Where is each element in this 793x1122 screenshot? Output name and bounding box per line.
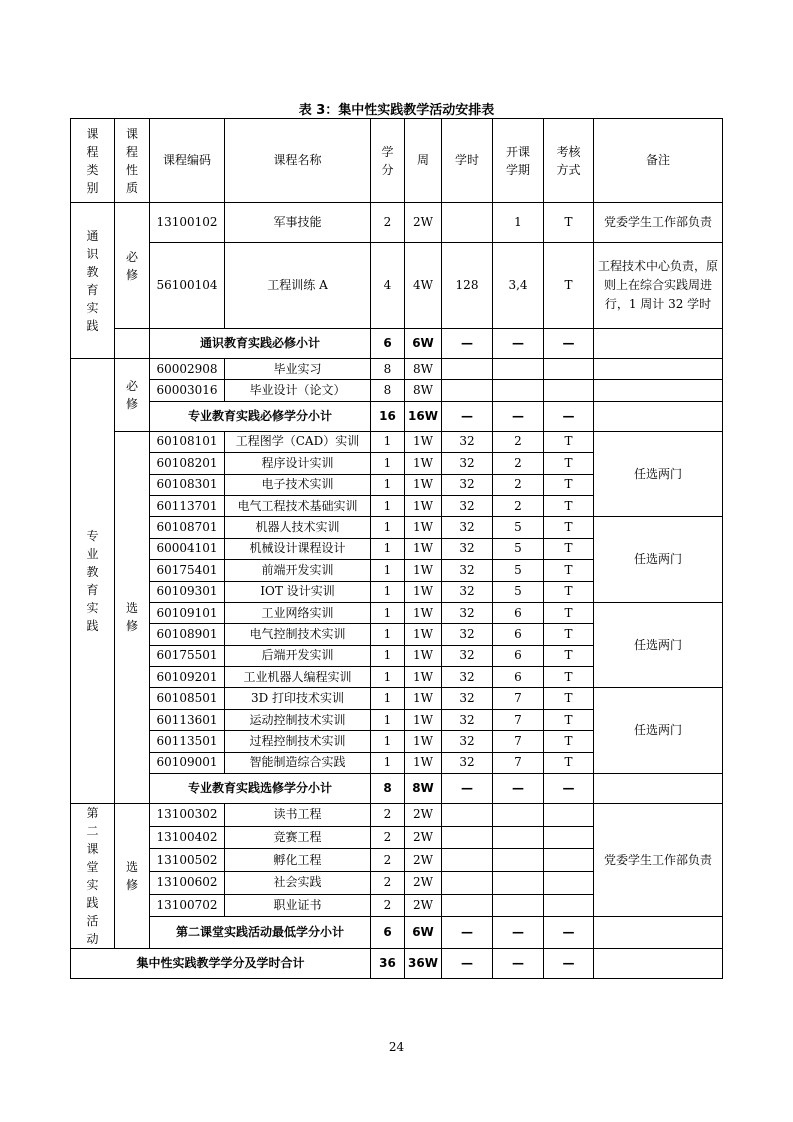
- subtotal-term: —: [493, 401, 544, 431]
- course-code: 60109101: [150, 602, 225, 623]
- course-name: 工程训练 A: [225, 243, 371, 329]
- subtotal-term: —: [493, 917, 544, 949]
- course-term: [493, 380, 544, 401]
- course-name: 智能制造综合实践: [225, 752, 371, 773]
- course-name: 工业网络实训: [225, 602, 371, 623]
- subtotal-week: 6W: [405, 917, 442, 949]
- course-code: 13100702: [150, 894, 225, 917]
- course-credit: 2: [371, 871, 405, 894]
- course-assess: T: [544, 688, 594, 709]
- course-name: 机器人技术实训: [225, 517, 371, 538]
- course-note: 工程技术中心负责，原则上在综合实践周进行，1 周计 32 学时: [594, 243, 723, 329]
- course-assess: T: [544, 731, 594, 752]
- course-term: 6: [493, 667, 544, 688]
- course-assess: T: [544, 495, 594, 516]
- course-week: 1W: [405, 731, 442, 752]
- course-code: 60109301: [150, 581, 225, 602]
- course-hours: 32: [442, 709, 493, 730]
- course-week: 2W: [405, 871, 442, 894]
- header-cell-week: 周: [405, 119, 442, 203]
- course-assess: T: [544, 709, 594, 730]
- header-cell-name: 课程名称: [225, 119, 371, 203]
- table-row: [71, 917, 723, 949]
- course-code: 60175401: [150, 560, 225, 581]
- course-hours: [442, 380, 493, 401]
- course-week: 1W: [405, 752, 442, 773]
- course-credit: 1: [371, 602, 405, 623]
- subtotal-assess: —: [544, 401, 594, 431]
- course-hours: [442, 849, 493, 872]
- course-hours: 32: [442, 495, 493, 516]
- subtotal-week: 8W: [405, 774, 442, 804]
- subtotal-assess: —: [544, 329, 594, 359]
- course-assess: [544, 826, 594, 849]
- course-name: 前端开发实训: [225, 560, 371, 581]
- course-hours: 32: [442, 752, 493, 773]
- course-hours: 32: [442, 453, 493, 474]
- course-name: 读书工程: [225, 804, 371, 827]
- course-assess: T: [544, 538, 594, 559]
- course-hours: [442, 871, 493, 894]
- subtotal-week: 16W: [405, 401, 442, 431]
- course-week: 8W: [405, 380, 442, 401]
- course-code: 60113501: [150, 731, 225, 752]
- course-code: 60109001: [150, 752, 225, 773]
- course-term: 7: [493, 731, 544, 752]
- total-assess: —: [544, 949, 594, 979]
- course-credit: 1: [371, 667, 405, 688]
- course-code: 13100502: [150, 849, 225, 872]
- course-week: 1W: [405, 688, 442, 709]
- course-name: 过程控制技术实训: [225, 731, 371, 752]
- subtotal-note: [594, 401, 723, 431]
- table-row: [71, 243, 723, 329]
- course-hours: 32: [442, 474, 493, 495]
- course-code: 60113601: [150, 709, 225, 730]
- course-credit: 1: [371, 517, 405, 538]
- course-hours: [442, 826, 493, 849]
- course-week: 1W: [405, 474, 442, 495]
- course-week: 1W: [405, 581, 442, 602]
- course-code: 60108201: [150, 453, 225, 474]
- course-term: 2: [493, 495, 544, 516]
- course-hours: [442, 203, 493, 243]
- empty-cell: [115, 329, 150, 359]
- table-row: [71, 602, 723, 623]
- subtotal-label: 专业教育实践选修学分小计: [150, 774, 371, 804]
- course-credit: 1: [371, 688, 405, 709]
- course-week: 1W: [405, 602, 442, 623]
- course-term: [493, 871, 544, 894]
- course-term: 1: [493, 203, 544, 243]
- header-cell-term: 开课学期: [493, 119, 544, 203]
- subtotal-assess: —: [544, 917, 594, 949]
- course-assess: T: [544, 243, 594, 329]
- course-name: 职业证书: [225, 894, 371, 917]
- course-credit: 1: [371, 495, 405, 516]
- course-week: 1W: [405, 538, 442, 559]
- nature-cell: 选修: [115, 431, 150, 803]
- course-code: 60003016: [150, 380, 225, 401]
- subtotal-credit: 6: [371, 917, 405, 949]
- course-term: 7: [493, 752, 544, 773]
- course-term: [493, 849, 544, 872]
- table-row: [71, 949, 723, 979]
- course-term: 5: [493, 581, 544, 602]
- course-week: 2W: [405, 894, 442, 917]
- group-note: 任选两门: [594, 688, 723, 774]
- course-assess: [544, 380, 594, 401]
- course-name: 3D 打印技术实训: [225, 688, 371, 709]
- course-credit: 2: [371, 894, 405, 917]
- course-code: 13100402: [150, 826, 225, 849]
- course-term: 5: [493, 560, 544, 581]
- course-hours: [442, 804, 493, 827]
- course-week: 8W: [405, 359, 442, 380]
- header-cell-hours: 学时: [442, 119, 493, 203]
- course-code: 60175501: [150, 645, 225, 666]
- course-term: 3,4: [493, 243, 544, 329]
- course-term: 2: [493, 453, 544, 474]
- course-hours: 128: [442, 243, 493, 329]
- course-credit: 8: [371, 359, 405, 380]
- course-code: 60004101: [150, 538, 225, 559]
- course-term: 2: [493, 431, 544, 452]
- course-assess: T: [544, 752, 594, 773]
- course-term: [493, 359, 544, 380]
- header-cell-code: 课程编码: [150, 119, 225, 203]
- course-hours: 32: [442, 560, 493, 581]
- course-note: [594, 359, 723, 380]
- course-name: IOT 设计实训: [225, 581, 371, 602]
- header-cell-credit: 学分: [371, 119, 405, 203]
- course-assess: T: [544, 474, 594, 495]
- course-assess: T: [544, 203, 594, 243]
- subtotal-week: 6W: [405, 329, 442, 359]
- course-hours: 32: [442, 688, 493, 709]
- page-number: 24: [388, 1040, 405, 1054]
- table-row: [71, 203, 723, 243]
- course-code: 13100302: [150, 804, 225, 827]
- course-name: 竞赛工程: [225, 826, 371, 849]
- category-cell: 通识教育实践: [71, 203, 115, 359]
- course-code: 60108901: [150, 624, 225, 645]
- course-term: [493, 804, 544, 827]
- practice-schedule-table: [70, 118, 723, 979]
- course-assess: T: [544, 624, 594, 645]
- course-assess: T: [544, 581, 594, 602]
- course-name: 电子技术实训: [225, 474, 371, 495]
- course-name: 毕业设计（论文）: [225, 380, 371, 401]
- table-row: [71, 359, 723, 380]
- table-row: [71, 431, 723, 452]
- course-term: 7: [493, 688, 544, 709]
- course-hours: 32: [442, 517, 493, 538]
- course-note: [594, 380, 723, 401]
- course-code: 13100102: [150, 203, 225, 243]
- course-term: 5: [493, 517, 544, 538]
- course-name: 电气控制技术实训: [225, 624, 371, 645]
- course-credit: 1: [371, 560, 405, 581]
- course-name: 工程图学（CAD）实训: [225, 431, 371, 452]
- course-hours: 32: [442, 731, 493, 752]
- course-code: 60108501: [150, 688, 225, 709]
- course-code: 60113701: [150, 495, 225, 516]
- subtotal-assess: —: [544, 774, 594, 804]
- course-hours: 32: [442, 645, 493, 666]
- subtotal-term: —: [493, 774, 544, 804]
- course-code: 60109201: [150, 667, 225, 688]
- course-credit: 1: [371, 581, 405, 602]
- group-note: 任选两门: [594, 517, 723, 603]
- course-credit: 2: [371, 826, 405, 849]
- course-name: 运动控制技术实训: [225, 709, 371, 730]
- subtotal-credit: 16: [371, 401, 405, 431]
- course-assess: T: [544, 560, 594, 581]
- subtotal-term: —: [493, 329, 544, 359]
- course-hours: 32: [442, 624, 493, 645]
- table-caption: 表 3：集中性实践教学活动安排表: [298, 103, 495, 118]
- course-week: 2W: [405, 826, 442, 849]
- table-row: [71, 329, 723, 359]
- course-term: [493, 894, 544, 917]
- course-week: 1W: [405, 517, 442, 538]
- course-assess: T: [544, 645, 594, 666]
- group-note: 任选两门: [594, 602, 723, 688]
- course-credit: 1: [371, 752, 405, 773]
- course-code: 60002908: [150, 359, 225, 380]
- course-hours: [442, 359, 493, 380]
- course-hours: [442, 894, 493, 917]
- subtotal-hours: —: [442, 917, 493, 949]
- subtotal-hours: —: [442, 329, 493, 359]
- course-assess: T: [544, 667, 594, 688]
- header-cell-category: 课程类别: [71, 119, 115, 203]
- total-term: —: [493, 949, 544, 979]
- table-row: [71, 774, 723, 804]
- subtotal-note: [594, 917, 723, 949]
- course-credit: 2: [371, 203, 405, 243]
- subtotal-credit: 8: [371, 774, 405, 804]
- course-name: 程序设计实训: [225, 453, 371, 474]
- course-week: 1W: [405, 431, 442, 452]
- table-row: [71, 380, 723, 401]
- subtotal-label: 第二课堂实践活动最低学分小计: [150, 917, 371, 949]
- course-code: 60108301: [150, 474, 225, 495]
- course-credit: 1: [371, 474, 405, 495]
- course-hours: 32: [442, 581, 493, 602]
- table-row: [71, 401, 723, 431]
- course-week: 2W: [405, 203, 442, 243]
- course-credit: 2: [371, 849, 405, 872]
- total-week: 36W: [405, 949, 442, 979]
- course-assess: [544, 894, 594, 917]
- subtotal-credit: 6: [371, 329, 405, 359]
- header-cell-note: 备注: [594, 119, 723, 203]
- course-week: 2W: [405, 849, 442, 872]
- total-note: [594, 949, 723, 979]
- course-hours: 32: [442, 431, 493, 452]
- course-name: 后端开发实训: [225, 645, 371, 666]
- course-credit: 1: [371, 709, 405, 730]
- course-credit: 1: [371, 431, 405, 452]
- course-credit: 4: [371, 243, 405, 329]
- course-name: 电气工程技术基础实训: [225, 495, 371, 516]
- course-code: 60108701: [150, 517, 225, 538]
- table-row: [71, 517, 723, 538]
- nature-cell: 选修: [115, 804, 150, 949]
- course-code: 13100602: [150, 871, 225, 894]
- course-assess: [544, 804, 594, 827]
- total-label: 集中性实践教学学分及学时合计: [71, 949, 371, 979]
- course-week: 1W: [405, 495, 442, 516]
- table-row: [71, 688, 723, 709]
- table-row: [71, 804, 723, 827]
- subtotal-label: 专业教育实践必修学分小计: [150, 401, 371, 431]
- course-assess: [544, 359, 594, 380]
- course-hours: 32: [442, 602, 493, 623]
- nature-cell: 必修: [115, 203, 150, 329]
- course-week: 1W: [405, 667, 442, 688]
- course-name: 孵化工程: [225, 849, 371, 872]
- nature-cell: 必修: [115, 359, 150, 432]
- course-week: 4W: [405, 243, 442, 329]
- course-name: 机械设计课程设计: [225, 538, 371, 559]
- course-hours: 32: [442, 667, 493, 688]
- course-week: 1W: [405, 709, 442, 730]
- subtotal-hours: —: [442, 774, 493, 804]
- course-term: 5: [493, 538, 544, 559]
- course-code: 56100104: [150, 243, 225, 329]
- total-hours: —: [442, 949, 493, 979]
- course-term: 6: [493, 602, 544, 623]
- course-week: 1W: [405, 560, 442, 581]
- subtotal-note: [594, 329, 723, 359]
- course-code: 60108101: [150, 431, 225, 452]
- course-assess: T: [544, 517, 594, 538]
- category-cell: 第二课堂实践活动: [71, 804, 115, 949]
- course-credit: 1: [371, 453, 405, 474]
- category-cell: 专业教育实践: [71, 359, 115, 804]
- course-credit: 2: [371, 804, 405, 827]
- course-assess: T: [544, 431, 594, 452]
- header-cell-assess: 考核方式: [544, 119, 594, 203]
- course-credit: 8: [371, 380, 405, 401]
- subtotal-label: 通识教育实践必修小计: [150, 329, 371, 359]
- subtotal-note: [594, 774, 723, 804]
- course-term: 6: [493, 624, 544, 645]
- course-name: 工业机器人编程实训: [225, 667, 371, 688]
- course-note: 党委学生工作部负责: [594, 203, 723, 243]
- course-hours: 32: [442, 538, 493, 559]
- course-credit: 1: [371, 624, 405, 645]
- course-week: 2W: [405, 804, 442, 827]
- subtotal-hours: —: [442, 401, 493, 431]
- course-term: 2: [493, 474, 544, 495]
- course-week: 1W: [405, 624, 442, 645]
- header-row: [71, 119, 723, 203]
- course-credit: 1: [371, 731, 405, 752]
- course-assess: [544, 849, 594, 872]
- course-name: 毕业实习: [225, 359, 371, 380]
- group-note: 任选两门: [594, 431, 723, 517]
- course-name: 社会实践: [225, 871, 371, 894]
- course-name: 军事技能: [225, 203, 371, 243]
- course-term: [493, 826, 544, 849]
- group-note: 党委学生工作部负责: [594, 804, 723, 917]
- course-term: 7: [493, 709, 544, 730]
- course-week: 1W: [405, 453, 442, 474]
- course-assess: [544, 871, 594, 894]
- header-cell-nature: 课程性质: [115, 119, 150, 203]
- course-credit: 1: [371, 538, 405, 559]
- course-week: 1W: [405, 645, 442, 666]
- course-credit: 1: [371, 645, 405, 666]
- course-assess: T: [544, 602, 594, 623]
- total-credit: 36: [371, 949, 405, 979]
- course-term: 6: [493, 645, 544, 666]
- course-assess: T: [544, 453, 594, 474]
